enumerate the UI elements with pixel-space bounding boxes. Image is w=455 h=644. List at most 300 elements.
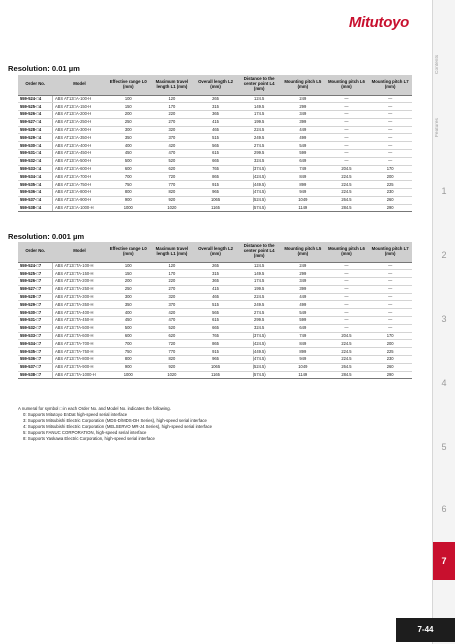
cell-mounting-pitch-l6: — [325, 95, 369, 103]
cell-order-no: 559-530-□4 [18, 142, 52, 150]
chapter-tab-1[interactable]: 1 [441, 186, 447, 196]
footnote-item: 5: Supports FANUC CORPORATION, high-speed serial interface [23, 430, 147, 435]
cell-mounting-pitch-l7: — [368, 309, 412, 317]
header-mounting-pitch-l7: Mounting pitch L7 (mm) [368, 242, 412, 262]
cell-order-no: 559-528-□4 [18, 126, 52, 134]
cell-mounting-pitch-l6: — [325, 270, 369, 278]
table-row [18, 111, 412, 119]
cell-center-distance: (524.5) [237, 363, 281, 371]
cell-mounting-pitch-l6: 264.5 [325, 363, 369, 371]
cell-order-no: 559-537-□4 [18, 196, 52, 204]
cell-max-travel: 420 [150, 309, 194, 317]
cell-center-distance: (524.5) [237, 196, 281, 204]
cell-mounting-pitch-l7: — [368, 293, 412, 301]
cell-model: ABS AT13□TA-350-H [52, 301, 106, 309]
cell-mounting-pitch-l5: 649 [281, 324, 325, 332]
cell-mounting-pitch-l6: — [325, 111, 369, 119]
cell-effective-range: 150 [106, 270, 150, 278]
table-row [18, 262, 412, 270]
cell-overall-length: 365 [194, 111, 238, 119]
cell-order-no: 559-526-□4 [18, 111, 52, 119]
cell-model: ABS AT13□TA-100-H [52, 262, 106, 270]
cell-mounting-pitch-l6: — [325, 118, 369, 126]
spec-table-resolution-0001 [18, 242, 412, 379]
cell-model: ABS AT13□TA-300-H [52, 293, 106, 301]
cell-overall-length: 465 [194, 293, 238, 301]
header-overall-length: Overall length L2 (mm) [194, 242, 238, 262]
cell-overall-length: 615 [194, 317, 238, 325]
cell-order-no: 559-538-□7 [18, 371, 52, 379]
cell-overall-length: 965 [194, 356, 238, 364]
table-row [18, 356, 412, 364]
table-row [18, 126, 412, 134]
cell-overall-length: 915 [194, 348, 238, 356]
cell-mounting-pitch-l7: 170 [368, 332, 412, 340]
cell-overall-length: 515 [194, 134, 238, 142]
cell-model: ABS AT13□TA-150-H [52, 270, 106, 278]
header-effective-range: Effective range L0 (mm) [106, 75, 150, 95]
cell-mounting-pitch-l5: 649 [281, 157, 325, 165]
cell-effective-range: 800 [106, 189, 150, 197]
cell-center-distance: 174.5 [237, 278, 281, 286]
cell-mounting-pitch-l7: 290 [368, 204, 412, 212]
cell-model: ABS AT13□A-600-H [52, 165, 106, 173]
footnote-item: 4: Supports Mitsubishi Electric Corporation (MELSERVO MR-J4 Series), high-speed serial interface [23, 424, 213, 429]
chapter-tab-4[interactable]: 4 [441, 378, 447, 388]
table-row [18, 142, 412, 150]
table-row [18, 150, 412, 158]
cell-mounting-pitch-l7: — [368, 324, 412, 332]
cell-mounting-pitch-l7: — [368, 157, 412, 165]
cell-model: ABS AT13□TA-200-H [52, 278, 106, 286]
table-row [18, 103, 412, 111]
cell-max-travel: 1020 [150, 204, 194, 212]
cell-effective-range: 750 [106, 348, 150, 356]
cell-model: ABS AT13□A-750-H [52, 181, 106, 189]
cell-mounting-pitch-l7: — [368, 95, 412, 103]
cell-center-distance: 324.5 [237, 157, 281, 165]
cell-overall-length: 1065 [194, 196, 238, 204]
cell-mounting-pitch-l5: 899 [281, 348, 325, 356]
footnote-item: 3: Supports Mitsubishi Electric Corporation (MDS-D/MDS-DH Series), high-speed serial interface [23, 418, 207, 423]
cell-overall-length: 265 [194, 95, 238, 103]
cell-overall-length: 415 [194, 118, 238, 126]
cell-mounting-pitch-l7: — [368, 150, 412, 158]
cell-mounting-pitch-l5: 349 [281, 278, 325, 286]
cell-order-no: 559-538-□4 [18, 204, 52, 212]
table-row [18, 278, 412, 286]
page-number: 7-44 [396, 618, 455, 642]
cell-center-distance: 149.5 [237, 103, 281, 111]
cell-order-no: 559-531-□7 [18, 317, 52, 325]
cell-mounting-pitch-l5: 399 [281, 118, 325, 126]
cell-center-distance: (474.5) [237, 189, 281, 197]
cell-effective-range: 250 [106, 118, 150, 126]
cell-center-distance: (449.5) [237, 348, 281, 356]
cell-center-distance: 174.5 [237, 111, 281, 119]
cell-order-no: 559-533-□7 [18, 332, 52, 340]
cell-max-travel: 420 [150, 142, 194, 150]
cell-effective-range: 1000 [106, 371, 150, 379]
cell-model: ABS AT13□A-200-H [52, 111, 106, 119]
header-center-distance: Distance to the center point L4 (mm) [237, 242, 281, 262]
cell-mounting-pitch-l5: 899 [281, 181, 325, 189]
cell-mounting-pitch-l7: 260 [368, 363, 412, 371]
section-title-resolution-0001: Resolution: 0.001 µm [8, 232, 85, 241]
cell-mounting-pitch-l6: 224.5 [325, 356, 369, 364]
header-max-travel: Maximum travel length L1 (mm) [150, 242, 194, 262]
cell-model: ABS AT13□A-300-H [52, 126, 106, 134]
cell-center-distance: (574.5) [237, 371, 281, 379]
cell-effective-range: 1000 [106, 204, 150, 212]
table-row [18, 157, 412, 165]
cell-effective-range: 300 [106, 126, 150, 134]
header-model: Model [52, 242, 106, 262]
cell-effective-range: 900 [106, 363, 150, 371]
section-title-resolution-001: Resolution: 0.01 µm [8, 64, 80, 73]
cell-overall-length: 865 [194, 173, 238, 181]
cell-mounting-pitch-l6: 204.5 [325, 332, 369, 340]
cell-overall-length: 1165 [194, 204, 238, 212]
cell-mounting-pitch-l5: 549 [281, 142, 325, 150]
cell-mounting-pitch-l6: 224.5 [325, 348, 369, 356]
footnotes [18, 406, 408, 442]
header-center-distance: Distance to the center point L4 (mm) [237, 75, 281, 95]
cell-effective-range: 100 [106, 262, 150, 270]
cell-mounting-pitch-l7: — [368, 317, 412, 325]
cell-mounting-pitch-l7: 260 [368, 196, 412, 204]
spec-table-body [18, 95, 412, 212]
cell-mounting-pitch-l5: 949 [281, 189, 325, 197]
cell-max-travel: 770 [150, 181, 194, 189]
cell-model: ABS AT13□A-1000-H [52, 204, 106, 212]
cell-mounting-pitch-l7: — [368, 134, 412, 142]
cell-mounting-pitch-l6: — [325, 150, 369, 158]
sidebar-link-features[interactable]: Features [435, 118, 440, 138]
table-row [18, 165, 412, 173]
cell-mounting-pitch-l6: — [325, 317, 369, 325]
cell-overall-length: 665 [194, 157, 238, 165]
table-row [18, 301, 412, 309]
cell-center-distance: 249.5 [237, 134, 281, 142]
cell-model: ABS AT13□A-800-H [52, 189, 106, 197]
cell-order-no: 559-535-□4 [18, 181, 52, 189]
cell-effective-range: 750 [106, 181, 150, 189]
cell-effective-range: 450 [106, 317, 150, 325]
cell-mounting-pitch-l5: 749 [281, 332, 325, 340]
cell-mounting-pitch-l6: — [325, 134, 369, 142]
cell-mounting-pitch-l5: 249 [281, 262, 325, 270]
cell-center-distance: 249.5 [237, 301, 281, 309]
cell-order-no: 559-534-□4 [18, 173, 52, 181]
cell-overall-length: 965 [194, 189, 238, 197]
header-order-no: Order No. [18, 75, 52, 95]
cell-model: ABS AT13□TA-400-H [52, 309, 106, 317]
cell-model: ABS AT13□TA-450-H [52, 317, 106, 325]
header-mounting-pitch-l6: Mounting pitch L6 (mm) [325, 242, 369, 262]
cell-mounting-pitch-l5: 849 [281, 173, 325, 181]
cell-order-no: 559-524-□7 [18, 262, 52, 270]
cell-model: ABS AT13□TA-900-H [52, 363, 106, 371]
cell-mounting-pitch-l5: 249 [281, 95, 325, 103]
cell-effective-range: 200 [106, 111, 150, 119]
cell-max-travel: 720 [150, 173, 194, 181]
chapter-tab-3[interactable]: 3 [441, 314, 447, 324]
cell-effective-range: 900 [106, 196, 150, 204]
cell-effective-range: 350 [106, 134, 150, 142]
cell-mounting-pitch-l6: — [325, 285, 369, 293]
mitutoyo-logo: Mitutoyo [348, 14, 409, 31]
cell-effective-range: 500 [106, 324, 150, 332]
cell-mounting-pitch-l6: — [325, 142, 369, 150]
cell-mounting-pitch-l5: 1049 [281, 363, 325, 371]
cell-mounting-pitch-l5: 449 [281, 126, 325, 134]
cell-effective-range: 500 [106, 157, 150, 165]
cell-mounting-pitch-l5: 399 [281, 285, 325, 293]
cell-mounting-pitch-l6: — [325, 309, 369, 317]
cell-center-distance: 299.5 [237, 317, 281, 325]
cell-model: ABS AT13□A-500-H [52, 157, 106, 165]
cell-order-no: 559-535-□7 [18, 348, 52, 356]
table-row [18, 371, 412, 379]
cell-center-distance: 299.5 [237, 150, 281, 158]
cell-overall-length: 515 [194, 301, 238, 309]
cell-order-no: 559-537-□7 [18, 363, 52, 371]
cell-max-travel: 220 [150, 278, 194, 286]
table-row [18, 324, 412, 332]
table-row [18, 118, 412, 126]
cell-max-travel: 320 [150, 126, 194, 134]
cell-mounting-pitch-l7: 225 [368, 181, 412, 189]
sidebar-link-contents[interactable]: Contents [435, 54, 440, 74]
cell-mounting-pitch-l5: 299 [281, 270, 325, 278]
cell-mounting-pitch-l5: 1149 [281, 204, 325, 212]
cell-overall-length: 915 [194, 181, 238, 189]
cell-effective-range: 250 [106, 285, 150, 293]
cell-center-distance: (574.5) [237, 204, 281, 212]
cell-order-no: 559-528-□7 [18, 293, 52, 301]
header-mounting-pitch-l5: Mounting pitch L5 (mm) [281, 242, 325, 262]
cell-mounting-pitch-l6: — [325, 293, 369, 301]
cell-model: ABS AT13□TA-750-H [52, 348, 106, 356]
cell-overall-length: 615 [194, 150, 238, 158]
cell-model: ABS AT13□A-450-H [52, 150, 106, 158]
cell-max-travel: 770 [150, 348, 194, 356]
table-row [18, 134, 412, 142]
cell-mounting-pitch-l6: 284.5 [325, 371, 369, 379]
cell-order-no: 559-536-□4 [18, 189, 52, 197]
cell-max-travel: 520 [150, 324, 194, 332]
cell-mounting-pitch-l7: — [368, 103, 412, 111]
cell-model: ABS AT13□A-350-H [52, 134, 106, 142]
cell-max-travel: 270 [150, 285, 194, 293]
cell-mounting-pitch-l5: 1049 [281, 196, 325, 204]
cell-mounting-pitch-l7: — [368, 285, 412, 293]
header-model: Model [52, 75, 106, 95]
cell-mounting-pitch-l6: 224.5 [325, 181, 369, 189]
table-row [18, 270, 412, 278]
cell-overall-length: 1165 [194, 371, 238, 379]
cell-max-travel: 170 [150, 103, 194, 111]
cell-effective-range: 700 [106, 340, 150, 348]
cell-overall-length: 765 [194, 332, 238, 340]
cell-mounting-pitch-l7: — [368, 278, 412, 286]
cell-model: ABS AT13□TA-500-H [52, 324, 106, 332]
cell-overall-length: 565 [194, 309, 238, 317]
cell-mounting-pitch-l6: 204.5 [325, 165, 369, 173]
cell-order-no: 559-533-□4 [18, 165, 52, 173]
cell-max-travel: 220 [150, 111, 194, 119]
cell-effective-range: 600 [106, 332, 150, 340]
chapter-tab-6[interactable]: 6 [441, 504, 447, 514]
cell-order-no: 559-525-□7 [18, 270, 52, 278]
table-row [18, 317, 412, 325]
cell-mounting-pitch-l6: — [325, 301, 369, 309]
cell-effective-range: 200 [106, 278, 150, 286]
cell-max-travel: 720 [150, 340, 194, 348]
chapter-tab-5[interactable]: 5 [441, 442, 447, 452]
cell-mounting-pitch-l7: 230 [368, 189, 412, 197]
cell-model: ABS AT13□TA-250-H [52, 285, 106, 293]
cell-center-distance: (474.5) [237, 356, 281, 364]
cell-mounting-pitch-l6: — [325, 157, 369, 165]
cell-order-no: 559-524-□4 [18, 95, 52, 103]
cell-effective-range: 800 [106, 356, 150, 364]
table-row [18, 348, 412, 356]
cell-max-travel: 1020 [150, 371, 194, 379]
cell-overall-length: 365 [194, 278, 238, 286]
cell-mounting-pitch-l7: — [368, 301, 412, 309]
cell-center-distance: 224.5 [237, 293, 281, 301]
cell-max-travel: 820 [150, 356, 194, 364]
cell-mounting-pitch-l7: 230 [368, 356, 412, 364]
cell-mounting-pitch-l5: 449 [281, 293, 325, 301]
cell-mounting-pitch-l5: 499 [281, 134, 325, 142]
cell-mounting-pitch-l5: 749 [281, 165, 325, 173]
table-row [18, 173, 412, 181]
cell-model: ABS AT13□TA-1000-H [52, 371, 106, 379]
cell-mounting-pitch-l6: 224.5 [325, 173, 369, 181]
table-row [18, 332, 412, 340]
cell-overall-length: 315 [194, 270, 238, 278]
cell-center-distance: 124.5 [237, 262, 281, 270]
cell-effective-range: 700 [106, 173, 150, 181]
cell-center-distance: 274.5 [237, 309, 281, 317]
cell-model: ABS AT13□TA-800-H [52, 356, 106, 364]
cell-order-no: 559-529-□4 [18, 134, 52, 142]
cell-center-distance: (374.5) [237, 332, 281, 340]
cell-center-distance: 274.5 [237, 142, 281, 150]
cell-mounting-pitch-l7: 290 [368, 371, 412, 379]
cell-model: ABS AT13□TA-600-H [52, 332, 106, 340]
table-row [18, 340, 412, 348]
cell-order-no: 559-532-□7 [18, 324, 52, 332]
cell-effective-range: 100 [106, 95, 150, 103]
footnote-intro: A numeral for symbol □ in each Order No. and Model No. indicates the following. [18, 406, 171, 411]
cell-mounting-pitch-l7: — [368, 262, 412, 270]
cell-model: ABS AT13□A-900-H [52, 196, 106, 204]
cell-center-distance: (424.5) [237, 340, 281, 348]
spec-table-body [18, 262, 412, 379]
header-mounting-pitch-l7: Mounting pitch L7 (mm) [368, 75, 412, 95]
footnote-item: 0: Supports Mitutoyo EnDat high-speed serial interface [23, 412, 128, 417]
cell-order-no: 559-536-□7 [18, 356, 52, 364]
chapter-tab-2[interactable]: 2 [441, 250, 447, 260]
cell-order-no: 559-534-□7 [18, 340, 52, 348]
cell-max-travel: 120 [150, 262, 194, 270]
footnote-item: 8: Supports Yaskawa Electric Corporation, high-speed serial interface [23, 436, 155, 441]
cell-overall-length: 565 [194, 142, 238, 150]
header-effective-range: Effective range L0 (mm) [106, 242, 150, 262]
cell-max-travel: 620 [150, 165, 194, 173]
cell-effective-range: 400 [106, 142, 150, 150]
cell-max-travel: 120 [150, 95, 194, 103]
cell-mounting-pitch-l6: 224.5 [325, 189, 369, 197]
cell-effective-range: 600 [106, 165, 150, 173]
cell-mounting-pitch-l6: — [325, 126, 369, 134]
cell-effective-range: 150 [106, 103, 150, 111]
header-mounting-pitch-l5: Mounting pitch L5 (mm) [281, 75, 325, 95]
cell-mounting-pitch-l7: 200 [368, 340, 412, 348]
cell-mounting-pitch-l5: 849 [281, 340, 325, 348]
cell-effective-range: 450 [106, 150, 150, 158]
cell-mounting-pitch-l5: 299 [281, 103, 325, 111]
table-row [18, 309, 412, 317]
cell-overall-length: 265 [194, 262, 238, 270]
cell-order-no: 559-529-□7 [18, 301, 52, 309]
cell-overall-length: 765 [194, 165, 238, 173]
cell-mounting-pitch-l7: 200 [368, 173, 412, 181]
table-row [18, 95, 412, 103]
cell-mounting-pitch-l5: 1149 [281, 371, 325, 379]
cell-mounting-pitch-l6: 224.5 [325, 340, 369, 348]
cell-model: ABS AT13□A-150-H [52, 103, 106, 111]
cell-model: ABS AT13□TA-700-H [52, 340, 106, 348]
cell-max-travel: 520 [150, 157, 194, 165]
cell-mounting-pitch-l6: 264.5 [325, 196, 369, 204]
cell-model: ABS AT13□A-700-H [52, 173, 106, 181]
cell-mounting-pitch-l6: — [325, 103, 369, 111]
cell-order-no: 559-532-□4 [18, 157, 52, 165]
table-row [18, 363, 412, 371]
cell-effective-range: 300 [106, 293, 150, 301]
cell-effective-range: 400 [106, 309, 150, 317]
cell-max-travel: 820 [150, 189, 194, 197]
cell-mounting-pitch-l6: — [325, 262, 369, 270]
header-mounting-pitch-l6: Mounting pitch L6 (mm) [325, 75, 369, 95]
cell-mounting-pitch-l6: 284.5 [325, 204, 369, 212]
cell-center-distance: 199.5 [237, 285, 281, 293]
cell-mounting-pitch-l7: — [368, 118, 412, 126]
table-row [18, 181, 412, 189]
cell-max-travel: 320 [150, 293, 194, 301]
spec-table-resolution-001 [18, 75, 412, 212]
table-header-row [18, 75, 412, 95]
cell-overall-length: 465 [194, 126, 238, 134]
cell-overall-length: 865 [194, 340, 238, 348]
cell-order-no: 559-530-□7 [18, 309, 52, 317]
cell-center-distance: 224.5 [237, 126, 281, 134]
chapter-tab-7-active[interactable]: 7 [433, 542, 455, 580]
cell-overall-length: 1065 [194, 363, 238, 371]
cell-max-travel: 370 [150, 134, 194, 142]
table-row [18, 196, 412, 204]
cell-center-distance: 149.5 [237, 270, 281, 278]
cell-order-no: 559-527-□7 [18, 285, 52, 293]
cell-center-distance: (374.5) [237, 165, 281, 173]
cell-overall-length: 665 [194, 324, 238, 332]
cell-center-distance: 124.5 [237, 95, 281, 103]
